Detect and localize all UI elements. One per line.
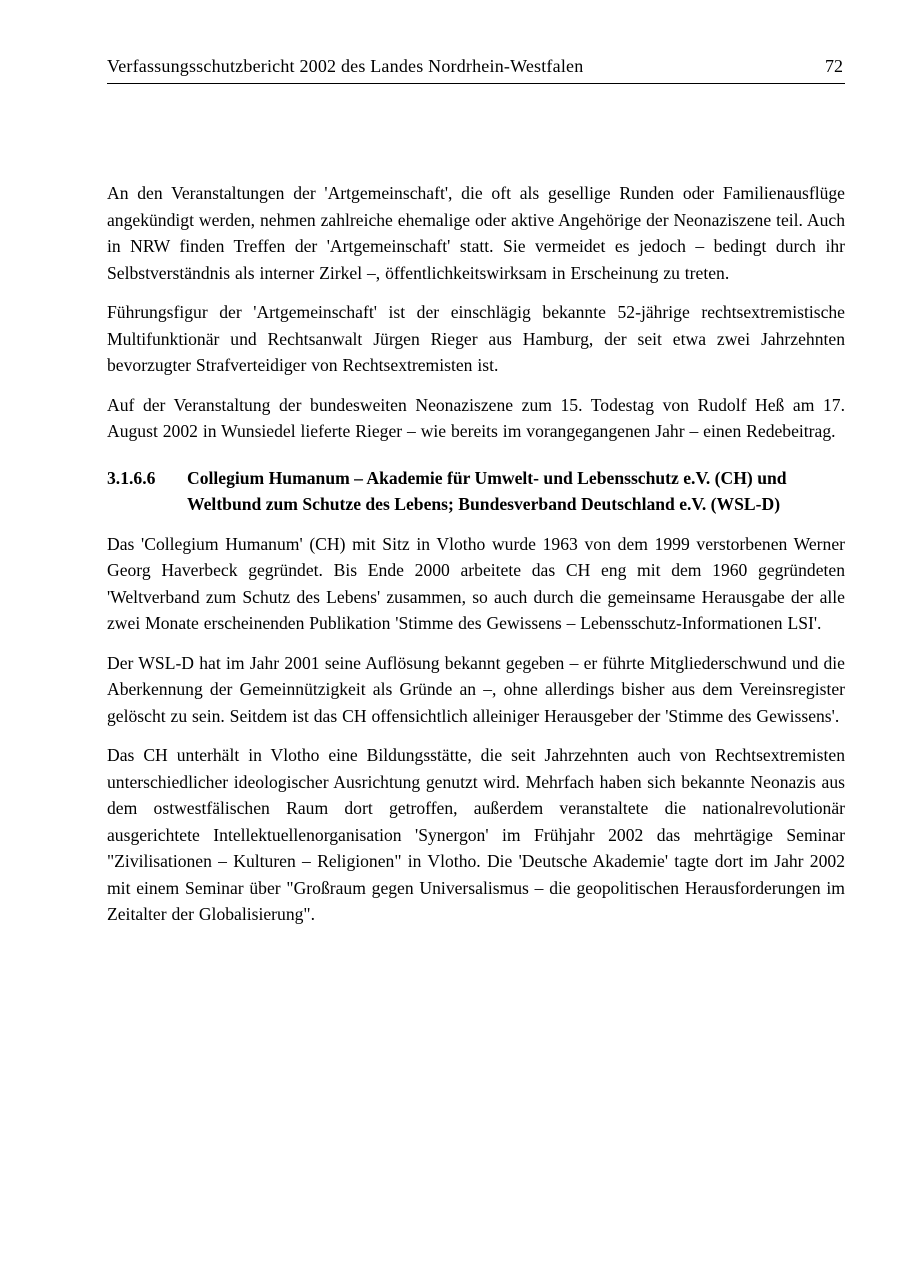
paragraph-artgemeinschaft-events: An den Veranstaltungen der 'Artgemeinschaft', die oft als gesellige Runden oder Familienausflüge angekündigt werden, nehmen zahlreiche ehemalige oder aktive Angehörige der Neonaziszene teil. Auch in NRW finden Treffen der 'Artgemeinschaft' statt. Sie vermeidet es jedoch – bedingt durch ihr Selbstverständnis als interner Zirkel –, öffentlichkeitswirksam in Erscheinung zu treten. [107,183,845,283]
page-number: 72 [825,56,843,76]
section-number: 3.1.6.6 [107,467,156,488]
page-header [107,55,845,84]
document-body [107,180,845,928]
paragraph-artgemeinschaft-leader: Führungsfigur der 'Artgemeinschaft' ist der einschlägig bekannte 52-jährige rechtsextremistische Multifunktionär und Rechtsanwalt Jürgen Rieger aus Hamburg, der seit etwa zwei Jahrzehnten bevorzugter Strafverteidiger von Rechtsextremisten ist. [107,302,845,375]
section-title: Collegium Humanum – Akademie für Umwelt- und Lebensschutz e.V. (CH) und Weltbund zum Schutze des Lebens; Bundesverband Deutschland e.V. (WSL-D) [187,467,787,514]
paragraph-collegium-humanum-founding: Das 'Collegium Humanum' (CH) mit Sitz in Vlotho wurde 1963 von dem 1999 verstorbenen Werner Georg Haverbeck gegründet. Bis Ende 2000 arbeitete das CH eng mit dem 1960 gegründeten 'Weltverband zum Schutz des Lebens' zusammen, so auch durch die gemeinsame Herausgabe der alle zwei Monate erscheinenden Publikation 'Stimme des Gewissens – Lebensschutz-Informationen LSI'. [107,533,845,633]
section-heading [107,465,845,518]
paragraph-wunsiedel-event: Auf der Veranstaltung der bundesweiten Neonaziszene zum 15. Todestag von Rudolf Heß am 17. August 2002 in Wunsiedel lieferte Rieger – wie bereits im vorangegangenen Jahr – einen Redebeitrag. [107,394,845,441]
paragraph-wsl-d-dissolution: Der WSL-D hat im Jahr 2001 seine Auflösung bekannt gegeben – er führte Mitgliederschwund und die Aberkennung der Gemeinnützigkeit als Gründe an –, ohne allerdings bisher aus dem Vereinsregister gelöscht zu sein. Seitdem ist das CH offensichtlich alleiniger Herausgeber der 'Stimme des Gewissens'. [107,652,845,726]
paragraph-vlotho-bildungsstaette: Das CH unterhält in Vlotho eine Bildungsstätte, die seit Jahrzehnten auch von Rechtsextremisten unterschiedlicher ideologischer Ausrichtung genutzt wird. Mehrfach haben sich bekannte Neonazis aus dem ostwestfälischen Raum dort getroffen, außerdem veranstaltete die nationalrevolutionär ausgerichtete Intellektuellenorganisation 'Synergon' im Frühjahr 2002 das mehrtägige Seminar "Zivilisationen – Kulturen – Religionen" in Vlotho. Die 'Deutsche Akademie' tagte dort im Jahr 2002 mit einem Seminar über "Großraum gegen Universalismus – die geopolitischen Herausforderungen im Zeitalter der Globalisierung". [107,745,845,924]
running-header-title: Verfassungsschutzbericht 2002 des Landes Nordrhein-Westfalen [107,56,584,76]
